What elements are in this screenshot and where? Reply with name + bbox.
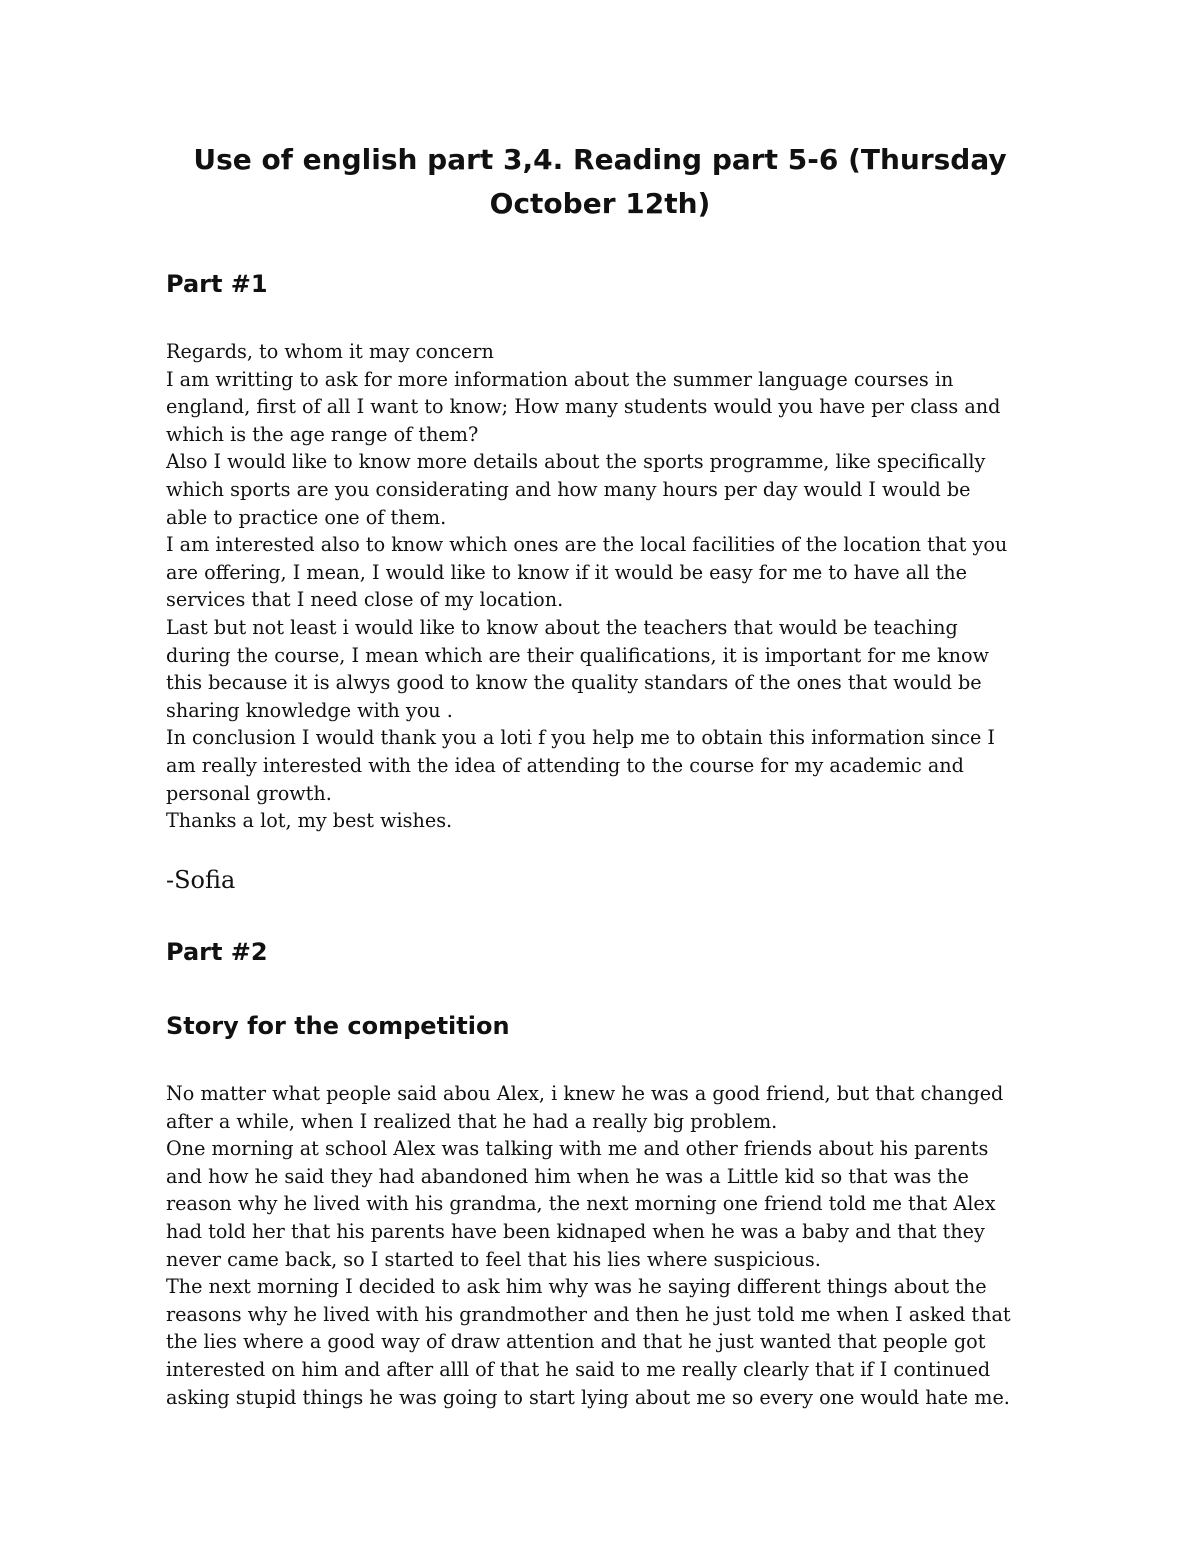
text-line: I am interested also to know which ones are the local facilities of the location that you [166, 533, 1008, 557]
text-line: which is the age range of them? [166, 422, 479, 446]
text-line: after a while, when I realized that he had a really big problem. [166, 1109, 778, 1133]
text-line: during the course, I mean which are their qualifications, it is important for me know [166, 643, 989, 667]
text-line: reason why he lived with his grandma, the next morning one friend told me that Alex [166, 1192, 996, 1216]
text-line: and how he said they had abandoned him when he was a Little kid so that was the [166, 1164, 969, 1188]
text-line: Regards, to whom it may concern [166, 340, 494, 363]
part2-subheading: Story for the competition [166, 1012, 510, 1040]
part2-heading: Part #2 [166, 938, 268, 966]
part1-letter-body [166, 338, 1046, 835]
text-line: had told her that his parents have been kidnaped when he was a baby and that they [166, 1219, 985, 1243]
text-line: Also I would like to know more details about the sports programme, like specifically [166, 450, 986, 474]
text-line: I am writting to ask for more information about the summer language courses in [166, 367, 954, 391]
text-line: No matter what people said abou Alex, i knew he was a good friend, but that changed [166, 1082, 1004, 1105]
text-line: reasons why he lived with his grandmother and then he just told me when I asked that [166, 1302, 1011, 1326]
text-line: able to practice one of them. [166, 505, 447, 529]
text-line: personal growth. [166, 781, 332, 805]
text-line: In conclusion I would thank you a loti f you help me to obtain this information since I [166, 726, 996, 750]
text-line: Last but not least i would like to know about the teachers that would be teaching [166, 615, 958, 639]
text-line: england, first of all I want to know; How many students would you have per class and [166, 395, 1001, 419]
text-line: One morning at school Alex was talking with me and other friends about his parents [166, 1137, 989, 1161]
text-line: asking stupid things he was going to start lying about me so every one would hate me. [166, 1385, 1010, 1409]
part1-heading: Part #1 [166, 270, 268, 298]
text-line: never came back, so I started to feel that his lies where suspicious. [166, 1247, 821, 1271]
text-line: are offering, I mean, I would like to know if it would be easy for me to have all the [166, 560, 967, 584]
text-line: The next morning I decided to ask him why was he saying different things about the [166, 1275, 987, 1299]
title-line-1: Use of english part 3,4. Reading part 5-6 (Thursday [193, 143, 1007, 176]
text-line: the lies where a good way of draw attention and that he just wanted that people got [166, 1330, 986, 1354]
text-line: Thanks a lot, my best wishes. [166, 809, 453, 833]
text-line: services that I need close of my location. [166, 588, 564, 612]
title-line-2: October 12th) [489, 187, 711, 220]
text-line: which sports are you considerating and how many hours per day would I would be [166, 477, 971, 501]
document-title [150, 138, 1050, 226]
text-line: sharing knowledge with you . [166, 698, 453, 722]
text-line: am really interested with the idea of attending to the course for my academic and [166, 753, 964, 777]
text-line: interested on him and after alll of that he said to me really clearly that if I continued [166, 1357, 991, 1381]
text-line: this because it is alwys good to know the quality standars of the ones that would be [166, 671, 982, 695]
part2-story-body [166, 1080, 1046, 1411]
letter-signature: -Sofia [166, 866, 236, 894]
